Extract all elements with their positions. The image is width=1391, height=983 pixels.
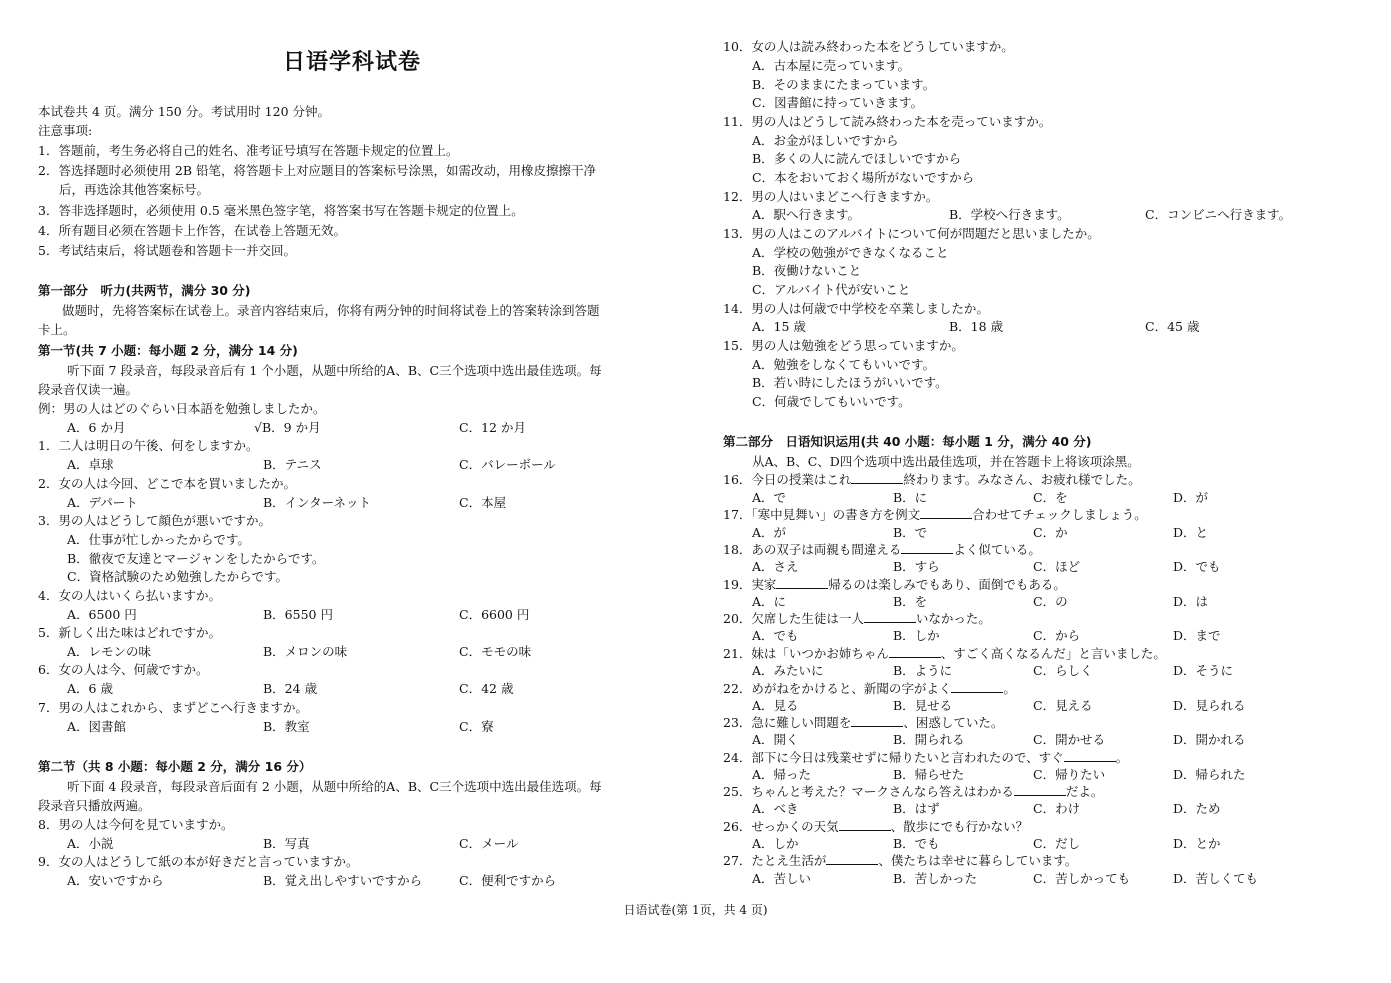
option: C．らしく [1033,663,1093,678]
question: 12．男の人はいまどこへ行きますか。 [723,189,939,204]
option: B．メロンの味 [263,644,348,659]
option: B．開られる [893,732,965,747]
answer-blank [889,645,941,658]
option: C．コンビニへ行きます。 [1145,207,1292,222]
option: B．覚え出しやすいですから [263,873,423,888]
option: C．苦しかっても [1033,871,1131,886]
option: C．メール [459,836,519,851]
intro-line: 注意事项: [38,123,93,138]
option: C．6600 円 [459,607,530,622]
option: C．見える [1033,698,1093,713]
question: 5．新しく出た味はどれですか。 [38,625,221,640]
option: B．6550 円 [263,607,333,622]
option: C．わけ [1033,801,1081,816]
option: D．苦しくても [1173,871,1259,886]
question: 15．男の人は勉強をどう思っていますか。 [723,338,964,353]
page-title: 日语学科试卷 [283,50,422,75]
question: 4．女の人はいくら払いますか。 [38,588,221,603]
option: C．開かせる [1033,732,1106,747]
option: B．写真 [263,836,310,851]
option: A．安いですから [67,873,164,888]
option: A．小説 [67,836,114,851]
part1-desc: 做题时，先将答案标在试卷上。录音内容结束后，你将有两分钟的时间将试卷上的答案转涂到答题 [62,303,600,318]
answer-blank [1014,783,1066,796]
page-footer: 日语试卷(第 1页，共 4 页) [623,903,768,917]
answer-blank [839,818,891,831]
option: B．学校へ行きます。 [949,207,1070,222]
option: B．に [893,490,928,505]
option: A．勉強をしなくてもいいです。 [752,357,936,372]
intro-line: 5．考试结束后，将试题卷和答题卡一并交回。 [38,243,296,258]
option: B．で [893,525,928,540]
option: C．本屋 [459,495,507,510]
part2-heading: 第二部分 日语知识运用(共 40 小题：每小题 1 分，满分 40 分) [723,434,1092,449]
option: C．帰りたい [1033,767,1106,782]
sec1-desc: 段录音仅读一遍。 [38,382,139,397]
option: A．しか [752,836,799,851]
question: 8．男の人は今何を見ていますか。 [38,817,234,832]
option: D．でも [1173,559,1221,574]
answer-blank [864,610,916,623]
question: 2．女の人は今回、どこで本を買いましたか。 [38,476,296,491]
option: C．12 か月 [459,420,526,435]
option: C．か [1033,525,1068,540]
option: B．しか [893,628,940,643]
option: C．42 歳 [459,681,514,696]
answer-blank [826,852,878,865]
example-question: 例：男の人はどのぐらい日本語を勉強しましたか。 [38,401,326,416]
option: B．帰らせた [893,767,965,782]
option: B．を [893,594,928,609]
option: A．開く [752,732,799,747]
option: C．寮 [459,719,494,734]
option: A．苦しい [752,871,812,886]
question: 14．男の人は何歳で中学校を卒業しましたか。 [723,301,989,316]
option: B．はず [893,801,940,816]
option: A．さえ [752,559,799,574]
option: B．多くの人に読んでほしいですから [752,151,962,166]
option: A．6500 円 [67,607,137,622]
question: 9．女の人はどうして紙の本が好きだと言っていますか。 [38,854,359,869]
option: B．徹夜で友達とマージャンをしたからです。 [67,551,325,566]
intro-line: 4．所有题目必须在答题卡上作答，在试卷上答题无效。 [38,223,346,238]
option: C．本をおいておく場所がないですから [752,170,975,185]
sec2-heading: 第二节（共 8 小题：每小题 2 分，满分 16 分） [38,759,312,774]
option: C．の [1033,594,1068,609]
option: A．6 か月 [67,420,126,435]
option: A．みたいに [752,663,824,678]
question: 26．せっかくの天気 、散歩にでも行かない？ [723,819,1029,834]
question: 27．たとえ生活が 、僕たちは幸せに暮らしています。 [723,853,1078,868]
option: B．インターネット [263,495,372,510]
option: A．駅へ行きます。 [752,207,861,222]
answer-blank [1064,749,1116,762]
question: 24．部下に今日は残業せずに帰りたいと言われたので、すぐ 。 [723,750,1129,765]
part1-heading: 第一部分 听力(共两节，满分 30 分) [38,283,251,298]
option: D．は [1173,594,1209,609]
option: C．何歳でしてもいいです。 [752,394,911,409]
option: B．苦しかった [893,871,978,886]
option: B．テニス [263,457,322,472]
question: 20．欠席した生徒は一人 いなかった。 [723,611,991,626]
answer-blank [776,576,828,589]
option: A．卓球 [67,457,114,472]
question: 13．男の人はこのアルバイトについて何が問題だと思いましたか。 [723,226,1100,241]
option: A．でも [752,628,799,643]
intro-line: 2．答选择题时必须使用 2B 铅笔，将答题卡上对应题目的答案标号涂黑，如需改动，用橡皮擦擦干净 [38,163,597,178]
answer-blank [901,541,953,554]
option: D．ため [1173,801,1221,816]
part2-desc: 从A、B、C、D四个选项中选出最佳选项，并在答题卡上将该项涂黑。 [752,454,1140,469]
option: D．と [1173,525,1209,540]
option: B．ように [893,663,953,678]
option: B．若い時にしたほうがいいです。 [752,375,948,390]
option: C．図書館に持っていきます。 [752,95,924,110]
intro-line: 3．答非选择题时，必须使用 0.5 毫米黑色签字笔，将答案书写在答题卡规定的位置上。 [38,203,524,218]
option: D．見られる [1173,698,1246,713]
question: 22．めがねをかけると、新聞の字がよく 。 [723,681,1016,696]
option: B．夜働けないこと [752,263,862,278]
option: A．デパート [67,495,138,510]
option: C．から [1033,628,1081,643]
option: A．帰った [752,767,812,782]
answer-blank [920,506,972,519]
answer-blank [851,714,903,727]
option: A．学校の勉強ができなくなること [752,245,949,260]
question: 3．男の人はどうして顔色が悪いですか。 [38,513,271,528]
option: C．を [1033,490,1068,505]
option: A．が [752,525,787,540]
option: B．そのままにたまっています。 [752,77,936,92]
option: A．に [752,594,787,609]
sec2-desc: 听下面 4 段录音，每段录音后面有 2 小题，从题中所给的A、B、C三个选项中选出最佳选项。每 [67,779,602,794]
option: D．そうに [1173,663,1234,678]
question: 7．男の人はこれから、まずどこへ行きますか。 [38,700,308,715]
option: B．すら [893,559,940,574]
option: B．見せる [893,698,953,713]
question: 23．急に難しい問題を 、困惑していた。 [723,715,1004,730]
option: C．45 歳 [1145,319,1200,334]
option: C．だし [1033,836,1081,851]
sec1-heading: 第一节(共 7 小题：每小题 2 分，满分 14 分) [38,343,298,358]
option: A．15 歳 [752,319,806,334]
option: D．まで [1173,628,1221,643]
option: D．とか [1173,836,1221,851]
question: 10．女の人は読み終わった本をどうしていますか。 [723,39,1014,54]
option: B．24 歳 [263,681,318,696]
intro-line: 1．答题前，考生务必将自己的姓名、准考证号填写在答题卡规定的位置上。 [38,143,459,158]
option: A．古本屋に売っています。 [752,58,911,73]
option: D．帰られた [1173,767,1246,782]
question: 18．あの双子は両親も間違える よく似ている。 [723,542,1041,557]
question: 6．女の人は今、何歳ですか。 [38,662,209,677]
sec1-desc: 听下面 7 段录音，每段录音后有 1 个小题，从题中所给的A、B、C三个选项中选出最佳选项。每 [67,363,602,378]
option: B．18 歳 [949,319,1004,334]
answer-blank [851,471,903,484]
question: 25．ちゃんと考えた？マークさんなら答えはわかる だよ。 [723,784,1104,799]
answer-blank [951,680,1003,693]
option: C．バレーボール [459,457,556,472]
option: A．で [752,490,787,505]
option: A．べき [752,801,799,816]
option: D．が [1173,490,1209,505]
option: D．開かれる [1173,732,1246,747]
part1-desc: 卡上。 [38,322,76,337]
option: A．仕事が忙しかったからです。 [67,532,250,547]
option: C．アルバイト代が安いこと [752,282,911,297]
question: 17．「寒中見舞い」の書き方を例文 合わせてチェックしましょう。 [723,507,1147,522]
option: A．レモンの味 [67,644,152,659]
option: A．6 歳 [67,681,113,696]
question: 1．二人は明日の午後、何をしますか。 [38,438,259,453]
option: C．便利ですから [459,873,557,888]
question: 16．今日の授業はこれ 終わります。みなさん、お疲れ様でした。 [723,472,1141,487]
option: C．ほど [1033,559,1081,574]
option: B．教室 [263,719,310,734]
question: 19．実家 帰るのは楽しみでもあり、面倒でもある。 [723,577,1066,592]
question: 21．妹は「いつかお姉ちゃん 、すごく高くなるんだ」と言いました。 [723,646,1166,661]
option: A．図書館 [67,719,127,734]
option: A．見る [752,698,799,713]
sec2-desc: 段录音只播放两遍。 [38,798,151,813]
intro-line: 本试卷共 4 页。满分 150 分。考试用时 120 分钟。 [38,104,331,119]
question: 11．男の人はどうして読み終わった本を売っていますか。 [723,114,1052,129]
option-selected: √B．9 か月 [254,420,321,435]
option: C．資格試験のため勉強したからです。 [67,569,288,584]
option: A．お金がほしいですから [752,133,899,148]
intro-line: 后，再选涂其他答案标号。 [59,182,210,197]
option: B．でも [893,836,940,851]
option: C．モモの味 [459,644,532,659]
